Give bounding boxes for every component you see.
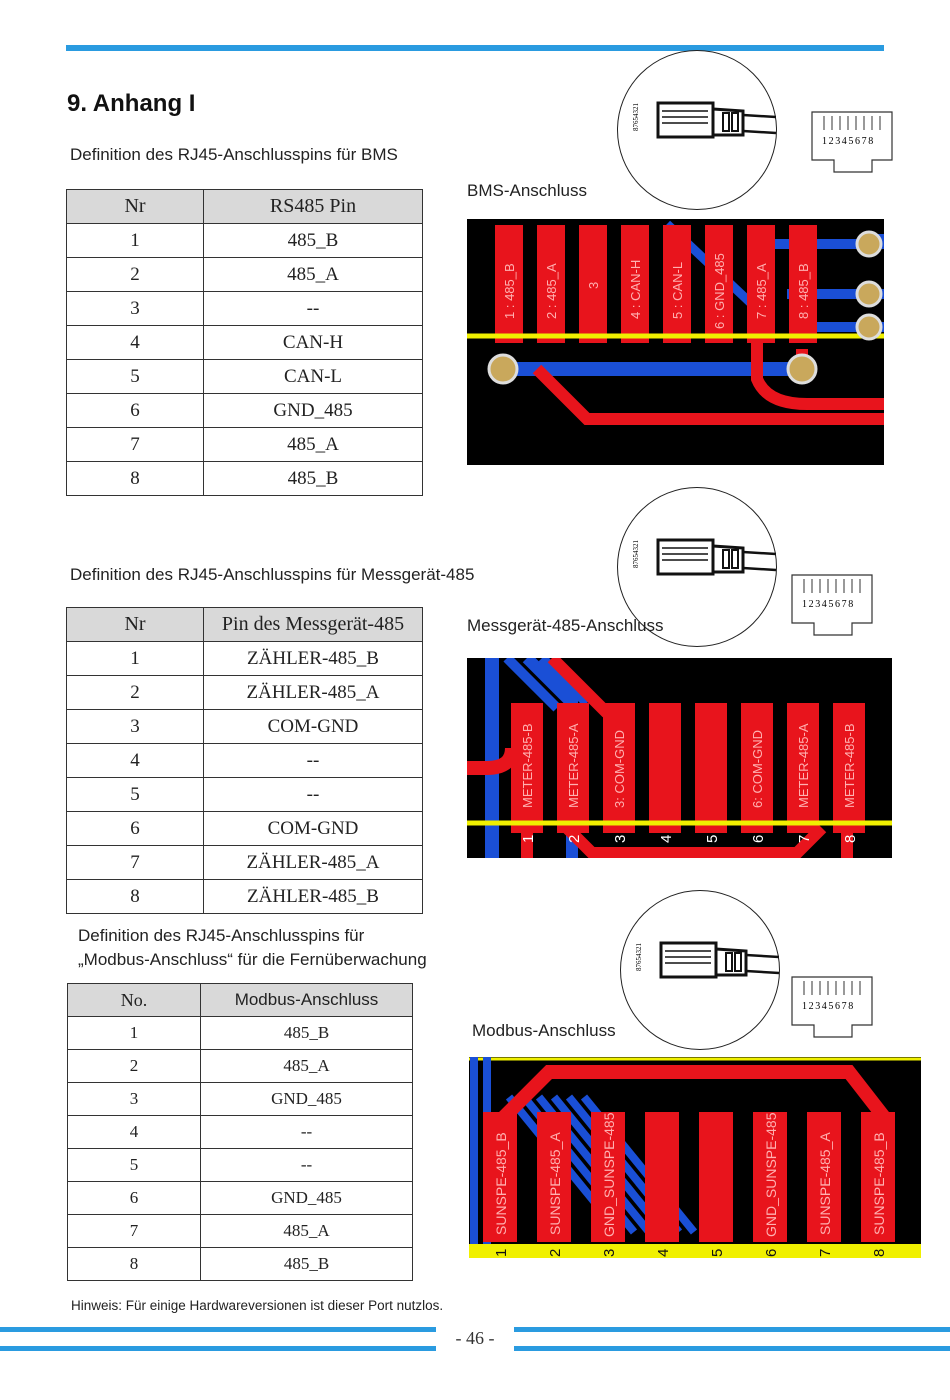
page-number: - 46 - bbox=[455, 1328, 495, 1348]
pcb-label: METER-485-A bbox=[566, 723, 581, 808]
footer-line-left-bottom bbox=[0, 1346, 436, 1351]
table-row: 3 COM-GND bbox=[67, 710, 423, 744]
jack-pin-numbers: 12345678 bbox=[802, 599, 855, 610]
table-row: 2 485_A bbox=[68, 1050, 413, 1083]
pcb-label: METER-485-B bbox=[842, 723, 857, 808]
table-row: 7 ZÄHLER-485_A bbox=[67, 846, 423, 880]
footer-line-left-top bbox=[0, 1327, 436, 1332]
table-row: 3 -- bbox=[67, 292, 423, 326]
pcb-pin-number: 6 bbox=[750, 834, 767, 843]
pcb-label: 1 : 485_B bbox=[502, 263, 517, 319]
pcb-label: SUNSPE-485_A bbox=[547, 1132, 563, 1235]
pcb-pin-number: 7 bbox=[796, 834, 813, 843]
col-nr-header: No. bbox=[68, 984, 201, 1017]
pcb-label: 5 : CAN-L bbox=[670, 261, 685, 319]
pcb-label: SUNSPE-485_B bbox=[871, 1132, 887, 1235]
bms-jack-illustration bbox=[810, 110, 894, 187]
pcb-label: 6: COM-GND bbox=[750, 730, 765, 808]
table-row: 5 CAN-L bbox=[67, 360, 423, 394]
page-heading: 9. Anhang I bbox=[67, 90, 196, 117]
meter-section-title: Definition des RJ45-Anschlusspins für Messgerät-485 bbox=[70, 565, 475, 584]
pcb-pin-number: 3 bbox=[601, 1248, 618, 1257]
modbus-plug-illustration bbox=[620, 890, 780, 1050]
jack-pin-numbers: 12345678 bbox=[822, 136, 875, 147]
col-nr-header: Nr bbox=[67, 190, 204, 224]
table-row: 4 -- bbox=[67, 744, 423, 778]
table-row: 1 ZÄHLER-485_B bbox=[67, 642, 423, 676]
plug-code-text: 87654321 bbox=[632, 540, 640, 568]
bms-pin-table bbox=[66, 189, 423, 496]
table-row: 8 485_B bbox=[67, 462, 423, 496]
pcb-pin-number: 8 bbox=[871, 1248, 888, 1257]
bms-plug-illustration bbox=[617, 50, 777, 210]
table-row: 6 GND_485 bbox=[68, 1182, 413, 1215]
jack-pin-numbers: 12345678 bbox=[802, 1001, 855, 1012]
meter-pcb-layout bbox=[467, 658, 892, 858]
modbus-section-title-line2: „Modbus-Anschluss“ für die Fernüberwachung bbox=[78, 950, 427, 969]
bms-section-title: Definition des RJ45-Anschlusspins für BMS bbox=[70, 145, 398, 164]
table-row: 4 -- bbox=[68, 1116, 413, 1149]
table-row: 4 CAN-H bbox=[67, 326, 423, 360]
table-row: 5 -- bbox=[68, 1149, 413, 1182]
footer-line-right-bottom bbox=[514, 1346, 950, 1351]
pcb-pin-number: 2 bbox=[566, 834, 583, 843]
pcb-label: 2 : 485_A bbox=[544, 263, 559, 319]
pcb-pin-number: 1 bbox=[493, 1248, 510, 1257]
pcb-label: 8 : 485_B bbox=[796, 263, 811, 319]
bms-port-label: BMS-Anschluss bbox=[467, 181, 587, 200]
pcb-pin-number: 7 bbox=[817, 1248, 834, 1257]
table-row: 1 485_B bbox=[67, 224, 423, 258]
meter-pin-table bbox=[66, 607, 423, 914]
modbus-pcb-layout bbox=[469, 1057, 921, 1258]
meter-jack-illustration bbox=[790, 573, 874, 650]
hardware-note: Hinweis: Für einige Hardwareversionen ist dieser Port nutzlos. bbox=[71, 1298, 444, 1313]
table-row: 6 GND_485 bbox=[67, 394, 423, 428]
pcb-label: GND_SUNSPE-485 bbox=[763, 1112, 779, 1237]
pcb-pin-number: 3 bbox=[612, 834, 629, 843]
bms-pcb-layout bbox=[467, 219, 884, 465]
footer-line-right-top bbox=[514, 1327, 950, 1332]
pcb-label: METER-485-B bbox=[520, 723, 535, 808]
table-row: 5 -- bbox=[67, 778, 423, 812]
table-row: 7 485_A bbox=[67, 428, 423, 462]
pcb-label: GND_SUNSPE-485 bbox=[601, 1112, 617, 1237]
table-row: 8 485_B bbox=[68, 1248, 413, 1281]
table-row: 1 485_B bbox=[68, 1017, 413, 1050]
col-pin-header: RS485 Pin bbox=[204, 190, 423, 224]
plug-code-text: 87654321 bbox=[632, 103, 640, 131]
table-row: 6 COM-GND bbox=[67, 812, 423, 846]
pcb-label: SUNSPE-485_B bbox=[493, 1132, 509, 1235]
pcb-pin-number: 5 bbox=[704, 834, 721, 843]
plug-code-text: 87654321 bbox=[635, 943, 643, 971]
meter-port-label: Messgerät-485-Anschluss bbox=[467, 616, 664, 635]
col-pin-header: Pin des Messgerät-485 bbox=[204, 608, 423, 642]
table-row: 2 ZÄHLER-485_A bbox=[67, 676, 423, 710]
table-row: 2 485_A bbox=[67, 258, 423, 292]
modbus-jack-illustration bbox=[790, 975, 874, 1052]
pcb-label: METER-485-A bbox=[796, 723, 811, 808]
pcb-pin-number: 1 bbox=[520, 834, 537, 843]
pcb-label: SUNSPE-485_A bbox=[817, 1132, 833, 1235]
modbus-pin-table bbox=[67, 983, 413, 1281]
col-pin-header: Modbus-Anschluss bbox=[201, 984, 413, 1017]
pcb-label: 3 bbox=[586, 281, 601, 289]
pcb-label: 4 : CAN-H bbox=[628, 259, 643, 319]
modbus-section-title-line1: Definition des RJ45-Anschlusspins für bbox=[78, 926, 365, 945]
pcb-pin-number: 5 bbox=[709, 1248, 726, 1257]
modbus-port-label: Modbus-Anschluss bbox=[472, 1021, 616, 1040]
pcb-pin-number: 6 bbox=[763, 1248, 780, 1257]
pcb-pin-number: 2 bbox=[547, 1248, 564, 1257]
pcb-pin-number: 4 bbox=[655, 1248, 672, 1257]
pcb-pin-number: 8 bbox=[842, 834, 859, 843]
pcb-label: 3: COM-GND bbox=[612, 730, 627, 808]
table-row: 7 485_A bbox=[68, 1215, 413, 1248]
table-row: 3 GND_485 bbox=[68, 1083, 413, 1116]
pcb-label: 6 : GND_485 bbox=[712, 253, 727, 329]
table-row: 8 ZÄHLER-485_B bbox=[67, 880, 423, 914]
pcb-label: 7 : 485_A bbox=[754, 263, 769, 319]
col-nr-header: Nr bbox=[67, 608, 204, 642]
pcb-pin-number: 4 bbox=[658, 834, 675, 843]
